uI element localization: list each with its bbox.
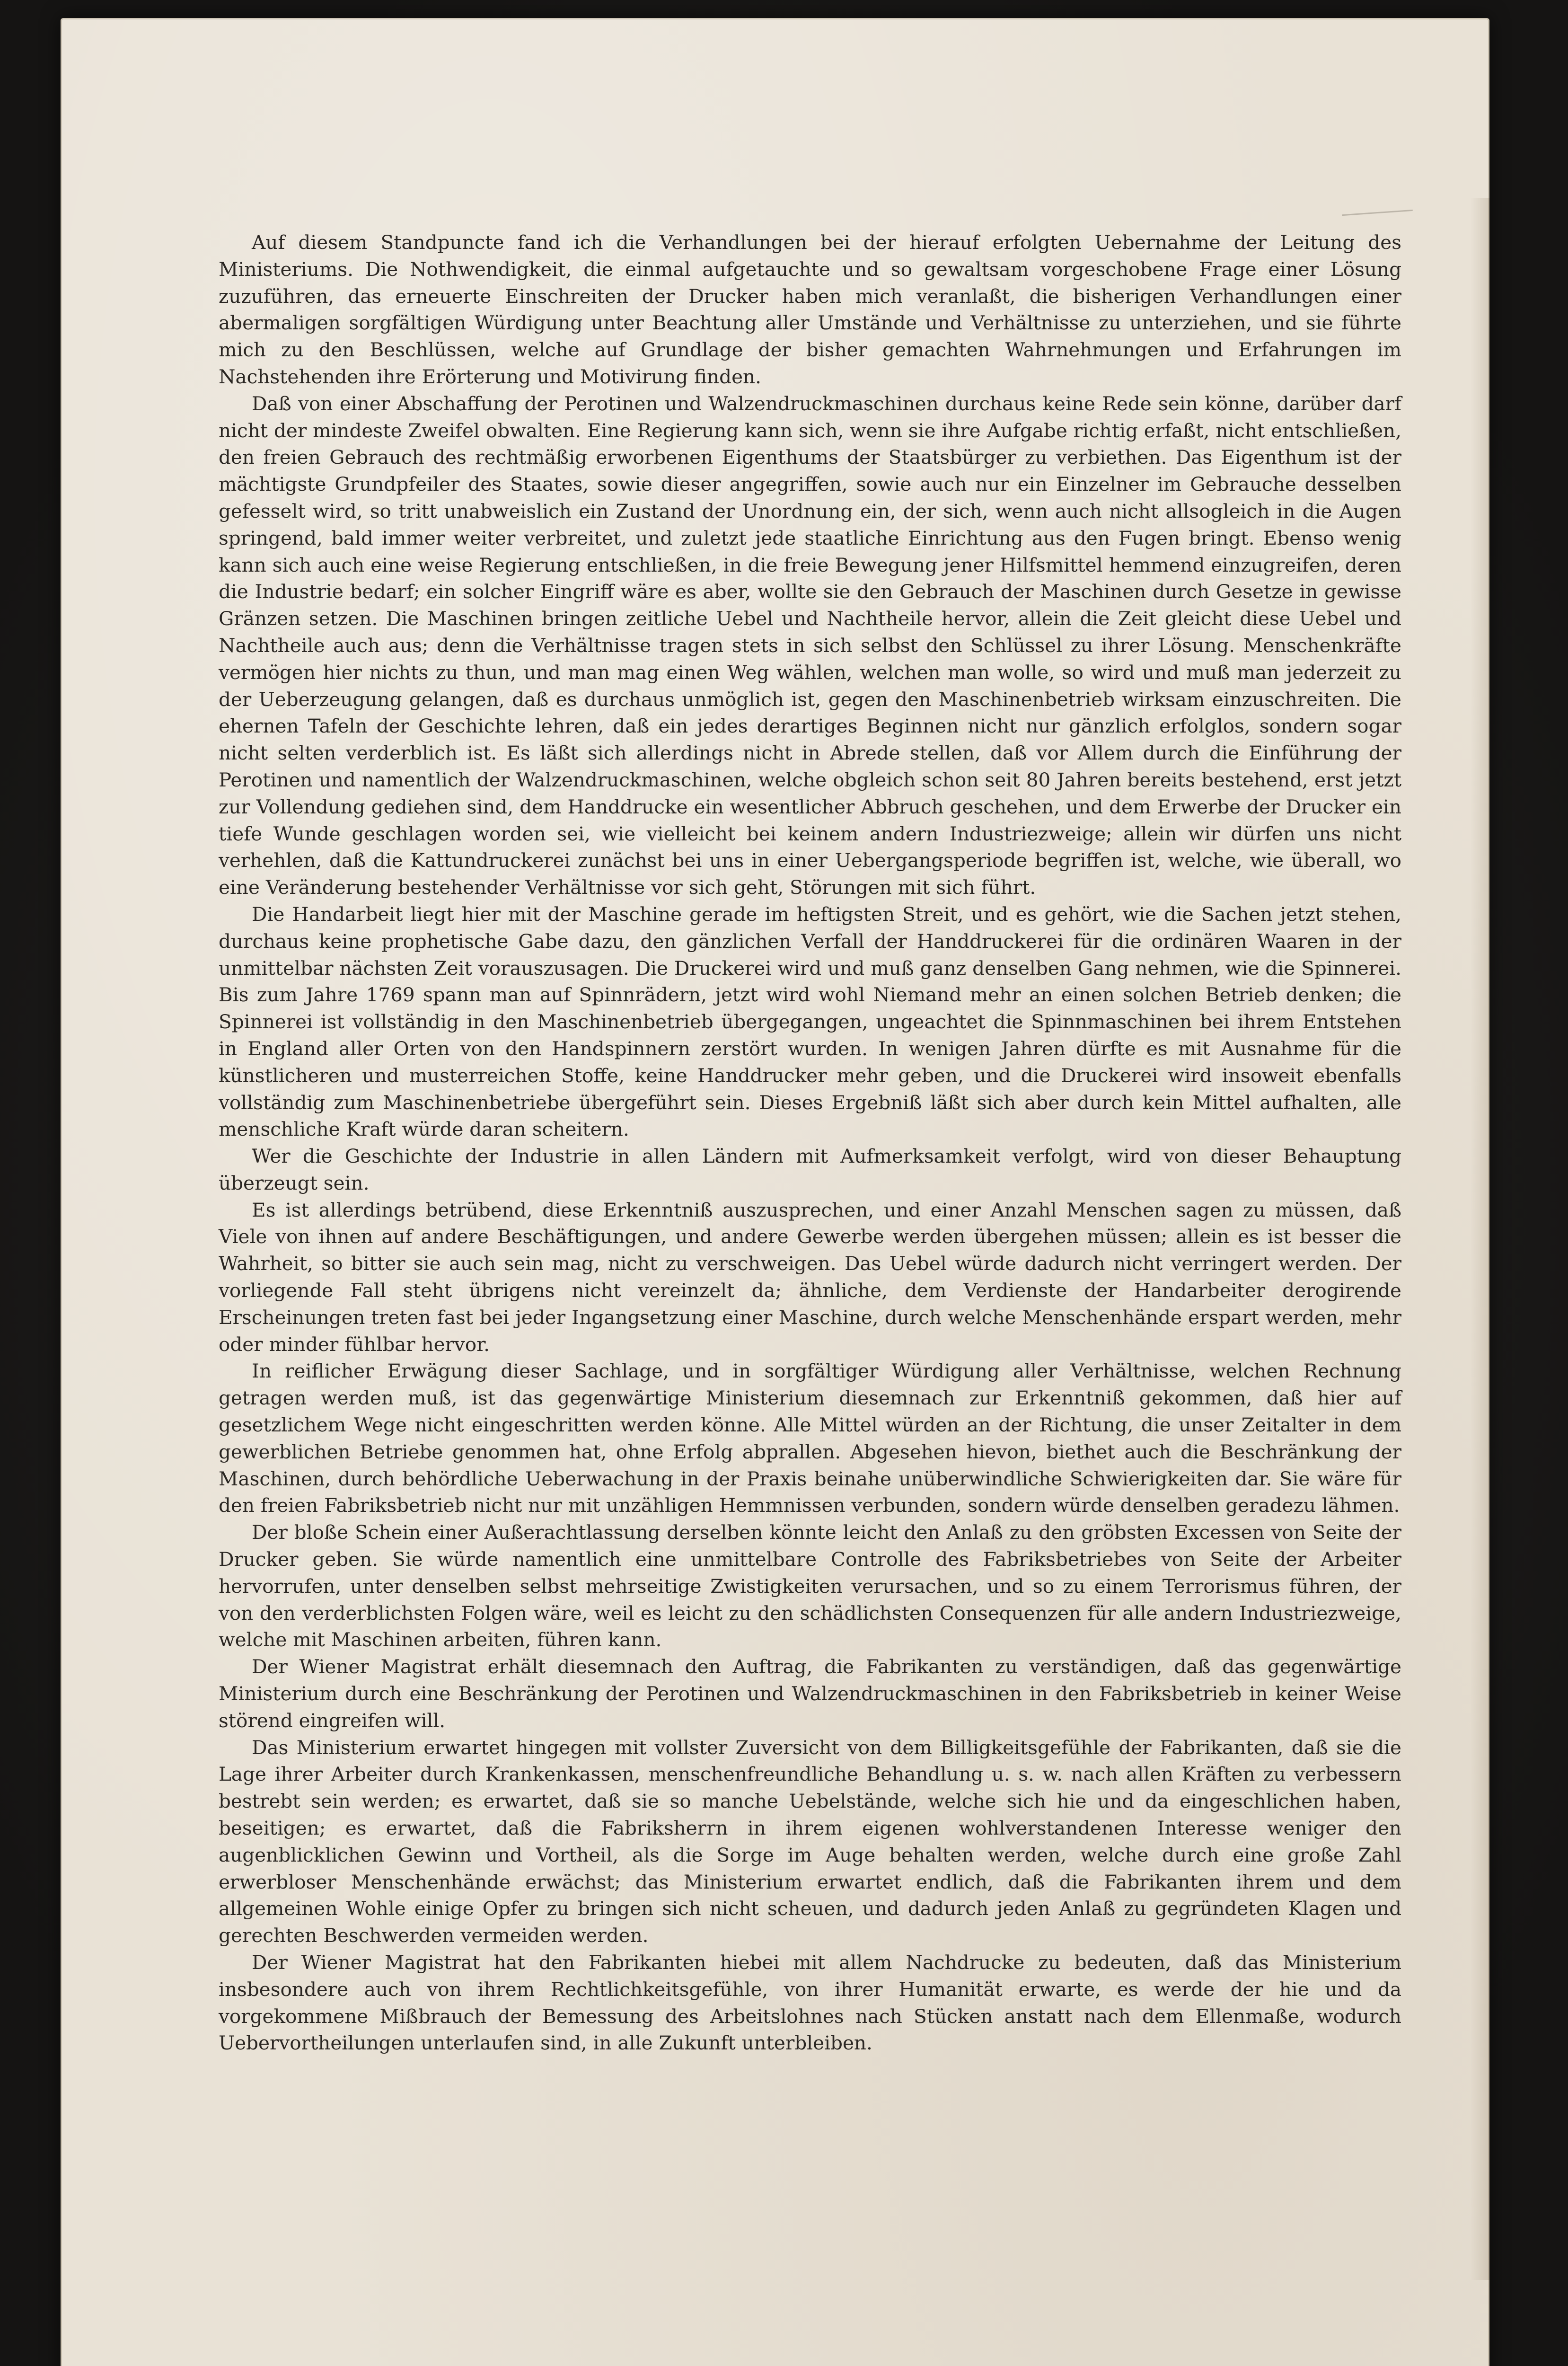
paragraph-3: Die Handarbeit liegt hier mit der Maschine gerade im heftigsten Streit, und es gehört, wie die Sachen jetzt stehen, durchaus keine prophetische Gabe dazu, den gänzlichen Verfall der Handdruckerei für die ordinären Waaren in der unmittelbar nächsten Zeit vorauszusagen. Die Druckerei wird und muß ganz denselben Gang nehmen, wie die Spinnerei. Bis zum Jahre 1769 spann man auf Spinnrädern, jetzt wird wohl Niemand mehr an einen solchen Betrieb denken; die Spinnerei ist vollständig in den Maschinenbetrieb übergegangen, ungeachtet die Spinnmaschinen bei ihrem Entstehen in England aller Orten von den Handspinnern zerstört wurden. In wenigen Jahren dürfte es mit Ausnahme für die künstlicheren und musterreichen Stoffe, keine Handdrucker mehr geben, und die Druckerei wird insoweit ebenfalls vollständig zum Maschinenbetriebe übergeführt sein. Dieses Ergebniß läßt sich aber durch kein Mittel aufhalten, alle menschliche Kraft würde daran scheitern.: [219, 902, 1401, 1141]
paragraph-5: Es ist allerdings betrübend, diese Erkenntniß auszusprechen, und einer Anzahl Menschen sagen zu müssen, daß Viele von ihnen auf andere Beschäftigungen, und andere Gewerbe werden übergehen müssen; allein es ist besser die Wahrheit, so bitter sie auch sein mag, nicht zu verschweigen. Das Uebel würde dadurch nicht verringert werden. Der vorliegende Fall steht übrigens nicht vereinzelt da; ähnliche, dem Verdienste der Handarbeiter derogirende Erscheinungen treten fast bei jeder Ingangsetzung einer Maschine, durch welche Menschenhände erspart werden, mehr oder minder fühlbar hervor.: [219, 1198, 1401, 1356]
paragraph-7: Der bloße Schein einer Außerachtlassung derselben könnte leicht den Anlaß zu den gröbsten Excessen von Seite der Drucker geben. Sie würde namentlich eine unmittelbare Controlle des Fabriksbetriebes von Seite der Arbeiter hervorrufen, unter denselben selbst mehrseitige Zwistigkeiten verursachen, und so zu einem Terrorismus führen, der von den verderblichsten Folgen wäre, weil es leicht zu den schädlichsten Consequenzen für alle andern Industriezweige, welche mit Maschinen arbeiten, führen kann.: [219, 1521, 1401, 1651]
paragraph-9: Das Ministerium erwartet hingegen mit vollster Zuversicht von dem Billigkeitsgefühle der Fabrikanten, daß sie die Lage ihrer Arbeiter durch Krankenkassen, menschenfreundliche Behandlung u. s. w. nach allen Kräften zu verbessern bestrebt sein werden; es erwartet, daß sie so manche Uebelstände, welche sich hie und da eingeschlichen haben, beseitigen; es erwartet, daß die Fabriksherrn in ihrem eigenen wohlverstandenen Interesse weniger den augenblicklichen Gewinn und Vortheil, als die Sorge im Auge behalten werden, welche durch eine große Zahl erwerbloser Menschenhände erwächst; das Ministerium erwartet endlich, daß die Fabrikanten ihrem und dem allgemeinen Wohle einige Opfer zu bringen sich nicht scheuen, und dadurch jeden Anlaß zu gegründeten Klagen und gerechten Beschwerden vermeiden werden.: [219, 1736, 1401, 1947]
paragraph-2: Daß von einer Abschaffung der Perotinen und Walzendruckmaschinen durchaus keine Rede sein könne, darüber darf nicht der mindeste Zweifel obwalten. Eine Regierung kann sich, wenn sie ihre Aufgabe richtig erfaßt, nicht entschließen, den freien Gebrauch des rechtmäßig erworbenen Eigenthums der Staatsbürger zu verbiethen. Das Eigenthum ist der mächtigste Grundpfeiler des Staates, sowie dieser angegriffen, sowie auch nur ein Einzelner im Gebrauche desselben gefesselt wird, so tritt unabweislich ein Zustand der Unordnung ein, der sich, wenn auch nicht allsogleich in die Augen springend, bald immer weiter verbreitet, und zuletzt jede staatliche Einrichtung aus den Fugen bringt. Ebenso wenig kann sich auch eine weise Regierung entschließen, in die freie Bewegung jener Hilfsmittel hemmend einzugreifen, deren die Industrie bedarf; ein solcher Eingriff wäre es aber, wollte sie den Gebrauch der Maschinen durch Gesetze in gewisse Gränzen setzen. Die Maschinen bringen zeitliche Uebel und Nachtheile hervor, allein die Zeit gleicht diese Uebel und Nachtheile auch aus; denn die Verhältnisse tragen stets in sich selbst den Schlüssel zu ihrer Lösung. Menschenkräfte vermögen hier nichts zu thun, und man mag einen Weg wählen, welchen man wolle, so wird und muß man jederzeit zu der Ueberzeugung gelangen, daß es durchaus unmöglich ist, gegen den Maschinenbetrieb wirksam einzuschreiten. Die ehernen Tafeln der Geschichte lehren, daß ein jedes derartiges Beginnen nicht nur gänzlich erfolglos, sondern sogar nicht selten verderblich ist. Es läßt sich allerdings nicht in Abrede stellen, daß vor Allem durch die Einführung der Perotinen und namentlich der Walzendruckmaschinen, welche obgleich schon seit 80 Jahren bereits bestehend, erst jetzt zur Vollendung gediehen sind, dem Handdrucke ein wesentlicher Abbruch geschehen, und dem Erwerbe der Drucker ein tiefe Wunde geschlagen worden sei, wie vielleicht bei keinem andern Industriezweige; allein wir dürfen uns nicht verhehlen, daß die Kattundruckerei zunächst bei uns in einer Uebergangsperiode begriffen ist, welche, wie überall, wo eine Veränderung bestehender Verhältnisse vor sich geht, Störungen mit sich führt.: [219, 392, 1402, 899]
paragraph-1: Auf diesem Standpuncte fand ich die Verhandlungen bei der hierauf erfolgten Uebernahme der Leitung des Ministeriums. Die Nothwendigkeit, die einmal aufgetauchte und so gewaltsam vorgeschobene Frage einer Lösung zuzuführen, das erneuerte Einschreiten der Drucker haben mich veranlaßt, die bisherigen Verhandlungen einer abermaligen sorgfältigen Würdigung unter Beachtung aller Umstände und Verhältnisse zu unterziehen, und sie führte mich zu den Beschlüssen, welche auf Grundlage der bisher gemachten Wahrnehmungen und Erfahrungen im Nachstehenden ihre Erörterung und Motivirung finden.: [219, 231, 1401, 388]
page-edge-stain: [1471, 198, 1489, 2280]
paragraph-8: Der Wiener Magistrat erhält diesemnach den Auftrag, die Fabrikanten zu verständigen, daß das gegenwärtige Ministerium durch eine Beschränkung der Perotinen und Walzendruckmaschinen in den Fabriksbetrieb in keiner Weise störend eingreifen will.: [219, 1655, 1401, 1732]
paragraph-10: Der Wiener Magistrat hat den Fabrikanten hiebei mit allem Nachdrucke zu bedeuten, daß das Ministerium insbesondere auch von ihrem Rechtlichkeitsgefühle, von ihrer Humanität erwarte, es werde der hie und da vorgekommene Mißbrauch der Bemessung des Arbeitslohnes nach Stücken anstatt nach dem Ellenmaße, wodurch Uebervortheilungen unterlaufen sind, in alle Zukunft unterbleiben.: [219, 1951, 1401, 2055]
paragraph-6: In reiflicher Erwägung dieser Sachlage, und in sorgfältiger Würdigung aller Verhältnisse, welchen Rechnung getragen werden muß, ist das gegenwärtige Ministerium diesemnach zur Erkenntniß gekommen, daß hier auf gesetzlichem Wege nicht eingeschritten werden könne. Alle Mittel würden an der Richtung, die unser Zeitalter in dem gewerblichen Betriebe genommen hat, ohne Erfolg abprallen. Abgesehen hievon, biethet auch die Beschränkung der Maschinen, durch behördliche Ueberwachung in der Praxis beinahe unüberwindliche Schwierigkeiten dar. Sie wäre für den freien Fabriksbetrieb nicht nur mit unzähligen Hemmnissen verbunden, sondern würde denselben geradezu lähmen.: [219, 1360, 1401, 1517]
paragraph-4: Wer die Geschichte der Industrie in allen Ländern mit Aufmerksamkeit verfolgt, wird von dieser Behauptung überzeugt sein.: [219, 1145, 1401, 1194]
document-body: [219, 229, 1401, 2057]
